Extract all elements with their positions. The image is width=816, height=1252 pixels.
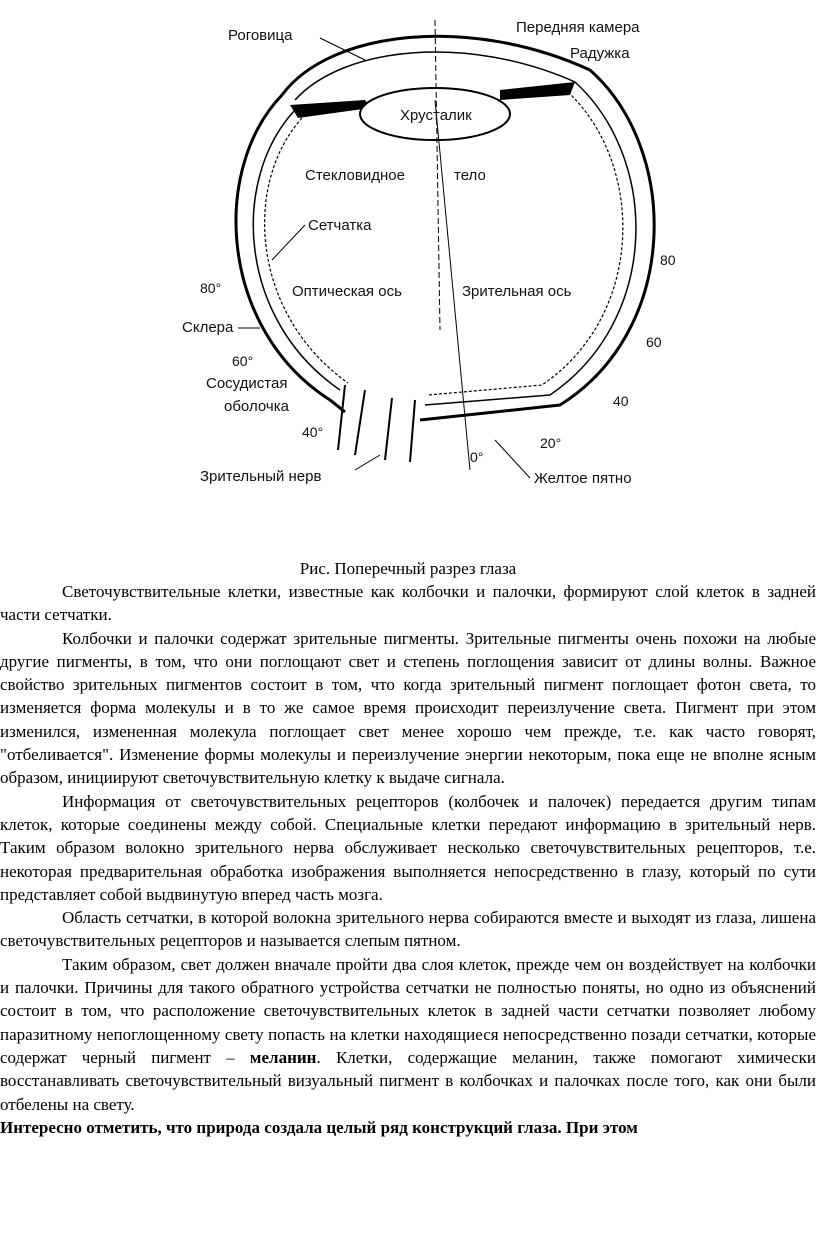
body-text [0,580,816,1139]
label-choroid-a: Сосудистая [206,375,288,392]
degree-left-40: 40° [302,424,324,440]
label-visual-axis: Зрительная ось [462,283,572,300]
paragraph-5 [0,953,816,1116]
degree-left-80: 80° [200,280,222,296]
leader-macula [495,440,530,478]
degree-zero: 0° [470,449,484,465]
label-lens: Хрусталик [400,107,472,124]
paragraph-2: Колбочки и палочки содержат зрительные пигменты. Зрительные пигменты очень похожи на любые другие пигменты, в том, что они поглощают свет и степень поглощения зависит от длины волны. Важное свойство зрительных пигментов состоит в том, что когда зрительный пигмент поглощает фотон света, то изменяется форма молекулы и в то же самое время происходит переизлучение света. Пигмент при этом изменился, измененная молекула поглощает свет менее хорошо чем прежде, т.е. как часто говорят, "отбеливается". Изменение формы молекулы и переизлучение энергии некоторым, пока еще не вполне ясным образом, инициируют светочувствительную клетку к выдаче сигнала. [0,628,816,788]
optical-axis-line [435,20,440,330]
leader-optic-nerve [355,455,380,470]
optic-nerve-left2 [355,390,365,455]
eye-diagram [170,0,690,500]
label-choroid-b: оболочка [224,398,289,415]
optic-nerve-left [338,385,345,450]
paragraph-5-after: . Клетки, содержащие меланин, также помогают химически восстанавливать светочувствительный визуальный пигмент в колбочках и палочках после того, как они были отбелены на свету. [0,1047,816,1114]
iris-right [500,82,575,100]
label-vitreous-a: Стекловидное [305,167,405,184]
optic-nerve-right [385,398,392,460]
label-vitreous-b: тело [454,167,486,184]
figure-caption: Рис. Поперечный разрез глаза [299,559,517,578]
label-macula: Желтое пятно [534,470,632,487]
iris-left [290,100,370,118]
label-sclera: Склера [182,319,234,336]
leader-cornea [320,38,365,60]
degree-right-40: 40 [613,393,629,409]
eye-cross-section-figure [170,0,690,500]
degree-right-20: 20° [540,435,562,451]
paragraph-3: Информация от светочувствительных рецепторов (колбочек и палочек) передается другим типам клеток, которые соединены между собой. Специальные клетки передают информацию в зрительный нерв. Таким образом волокно зрительного нерва обслуживает несколько светочувствительных рецепторов, т.е. некоторая предварительная обработка изображения выполняется непосредственно в глазу, который по сути представляет собой выдвинутую вперед часть мозга. [0,791,816,904]
label-optic-nerve: Зрительный нерв [200,468,322,485]
label-optical-axis: Оптическая ось [292,283,402,300]
label-cornea: Роговица [228,27,293,44]
label-iris: Радужка [570,45,630,62]
paragraph-1: Светочувствительные клетки, известные как колбочки и палочки, формируют слой клеток в задней части сетчатки. [0,582,816,625]
leader-retina [272,225,305,260]
degree-right-60: 60 [646,334,662,350]
label-retina: Сетчатка [308,217,372,234]
closing-line: Интересно отметить, что природа создала целый ряд конструкций глаза. При этом [0,1117,638,1137]
degree-left-60: 60° [232,353,254,369]
degree-right-80: 80 [660,252,676,268]
paragraph-5-before: Таким образом, свет должен вначале пройти два слоя клеток, прежде чем он воздействует на колбочки и палочки. Причины для такого обратного устройства сетчатки не полностью поняты, но одно из объяснений состоит в том, что расположение светочувствительных клеток в задней части сетчатки позволяет любому паразитному непоглощенному свету попасть на клетки находящиеся непосредственно позади сетчатки, которые содержат черный пигмент – [0,954,816,1067]
term-melanin: меланин [249,1047,317,1067]
optic-nerve-right2 [410,400,415,462]
label-anterior-chamber: Передняя камера [516,19,640,36]
paragraph-4: Область сетчатки, в которой волокна зрительного нерва собираются вместе и выходят из глаза, лишена светочувствительных рецепторов и называется слепым пятном. [0,908,816,951]
retina-layer [265,118,348,383]
